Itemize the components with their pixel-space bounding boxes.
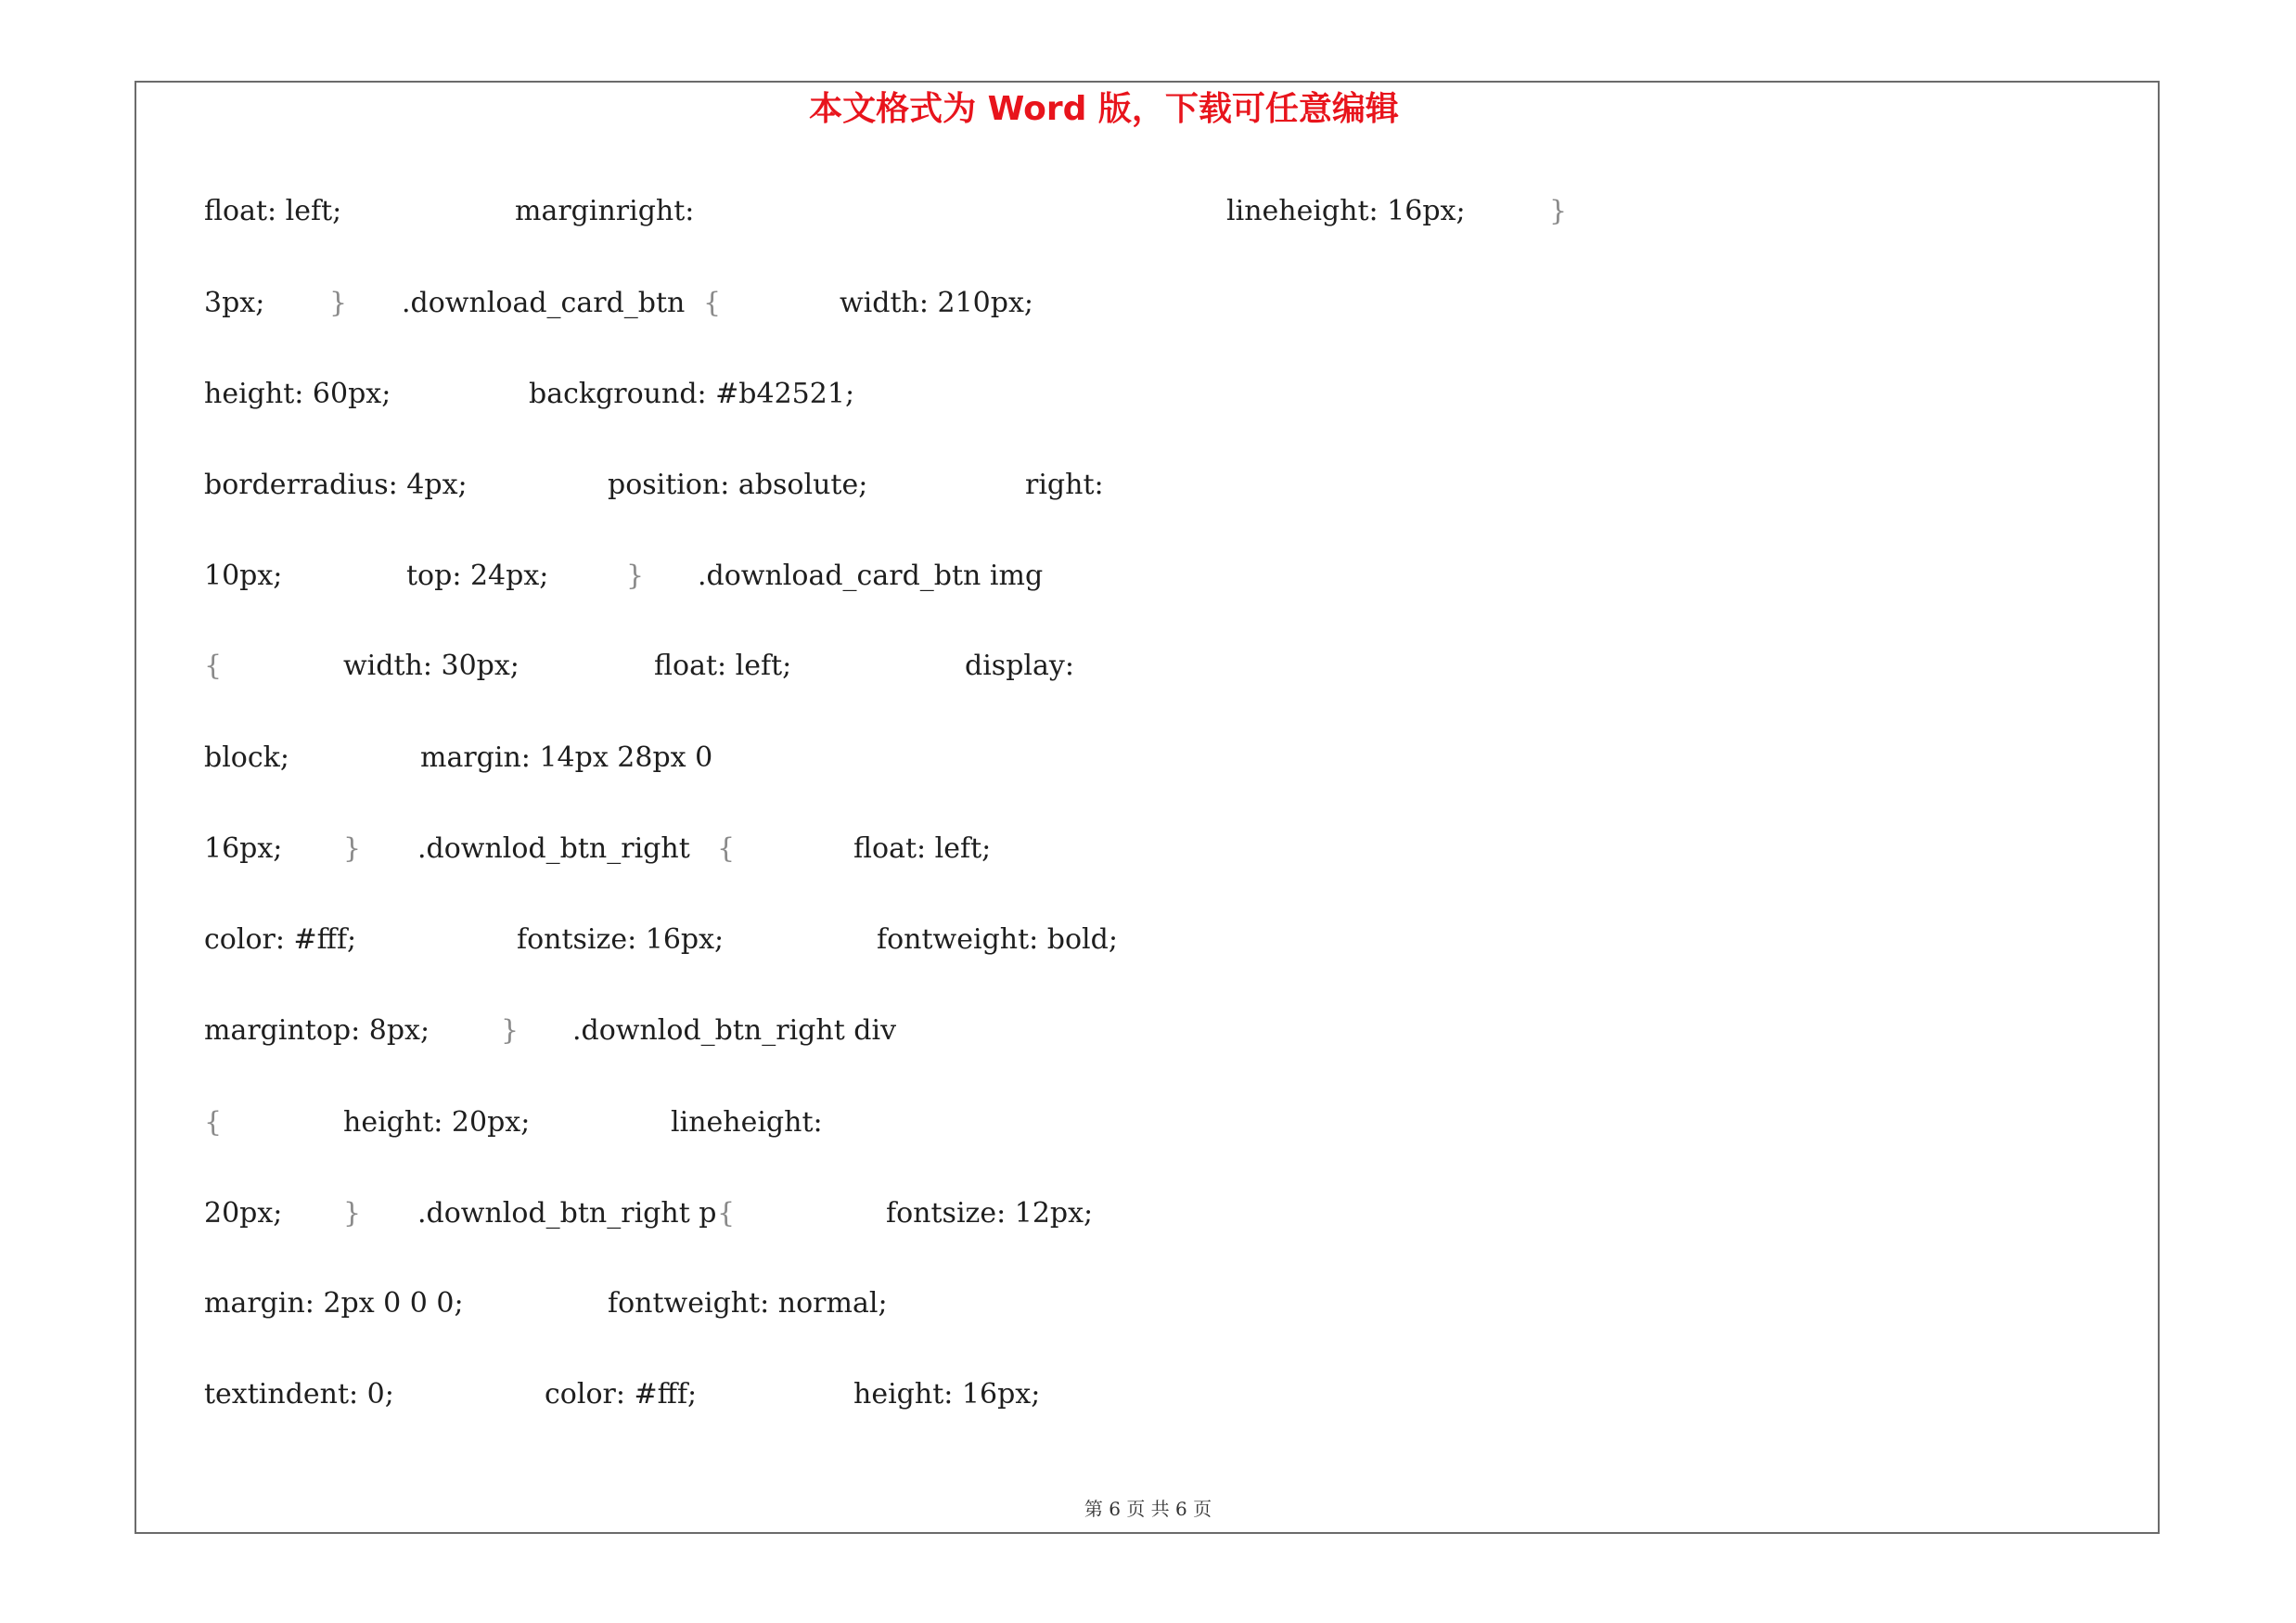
code-segment: fontweight: normal; <box>608 1287 888 1320</box>
code-segment: float: left; <box>654 650 792 682</box>
code-segment: fontsize: 12px; <box>886 1197 1094 1230</box>
code-segment: 16px; <box>204 832 283 865</box>
brace-symbol: } <box>343 832 362 865</box>
brace-symbol: } <box>626 560 645 592</box>
code-segment: display: <box>965 650 1074 682</box>
word-format-banner: 本文格式为 Word 版，下载可任意编辑 <box>809 90 1399 128</box>
code-segment: width: 30px; <box>343 650 519 682</box>
code-segment: margin: 14px 28px 0 <box>420 741 713 774</box>
code-segment: margintop: 8px; <box>204 1014 430 1047</box>
code-segment: float: left; <box>204 195 342 227</box>
code-segment: color: #fff; <box>545 1378 698 1410</box>
brace-symbol: { <box>717 832 736 865</box>
code-segment: height: 60px; <box>204 378 391 410</box>
code-segment: textindent: 0; <box>204 1378 394 1410</box>
brace-symbol: { <box>717 1197 736 1230</box>
code-segment: margin: 2px 0 0 0; <box>204 1287 464 1320</box>
code-segment: top: 24px; <box>406 560 549 592</box>
brace-symbol: } <box>501 1014 519 1047</box>
code-segment: 3px; <box>204 287 265 319</box>
brace-symbol: } <box>1549 195 1568 227</box>
code-segment: .download_card_btn img <box>698 560 1044 592</box>
brace-symbol: } <box>329 287 348 319</box>
code-segment: fontweight: bold; <box>877 923 1118 956</box>
code-segment: 10px; <box>204 560 283 592</box>
brace-symbol: { <box>204 1106 223 1139</box>
code-segment: .downlod_btn_right <box>417 832 690 865</box>
code-segment: block; <box>204 741 289 774</box>
code-segment: height: 20px; <box>343 1106 531 1139</box>
code-segment: right: <box>1025 469 1104 501</box>
code-segment: color: #fff; <box>204 923 357 956</box>
code-segment: height: 16px; <box>853 1378 1041 1410</box>
code-segment: .download_card_btn <box>402 287 686 319</box>
code-segment: lineheight: 16px; <box>1226 195 1466 227</box>
code-segment: width: 210px; <box>840 287 1033 319</box>
page-number-footer: 第 6 页 共 6 页 <box>1084 1498 1212 1520</box>
code-segment: float: left; <box>853 832 992 865</box>
code-segment: fontsize: 16px; <box>517 923 725 956</box>
code-segment: background: #b42521; <box>529 378 855 410</box>
code-segment: position: absolute; <box>608 469 868 501</box>
code-segment: .downlod_btn_right p <box>417 1197 717 1230</box>
brace-symbol: { <box>204 650 223 682</box>
brace-symbol: { <box>703 287 722 319</box>
code-segment: 20px; <box>204 1197 283 1230</box>
brace-symbol: } <box>343 1197 362 1230</box>
code-segment: .downlod_btn_right div <box>572 1014 897 1047</box>
code-segment: marginright: <box>515 195 695 227</box>
code-segment: borderradius: 4px; <box>204 469 468 501</box>
code-segment: lineheight: <box>671 1106 823 1139</box>
